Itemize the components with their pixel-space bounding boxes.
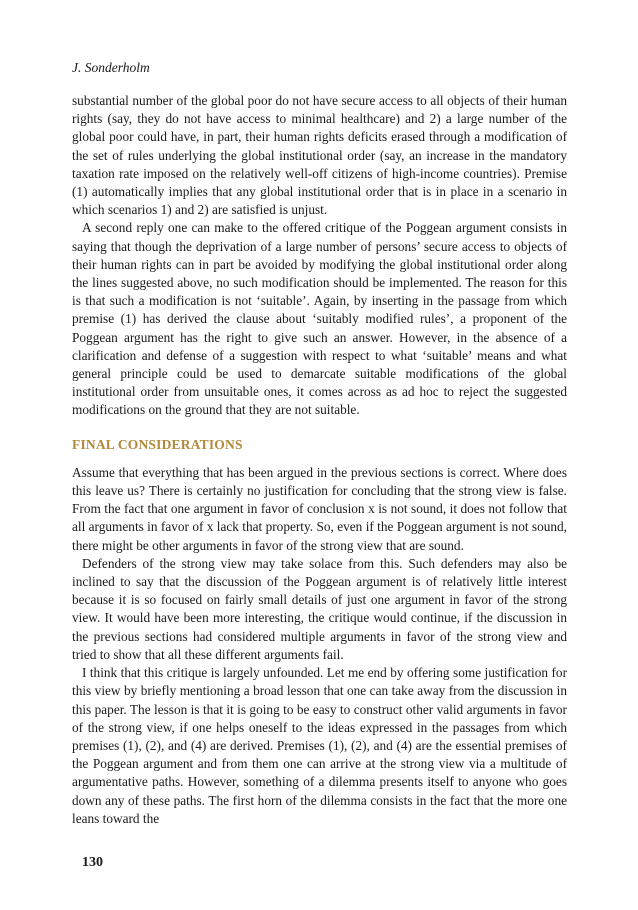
running-head: J. Sonderholm: [72, 60, 150, 75]
paragraph: substantial number of the global poor do not have secure access to all objects of their human rights (say, they do not have access to minimal healthcare) and 2) a large number of the global poor could have, in part, their human rights deficits erased through a modification of the set of rules underlying the global institutional order (say, an increase in the mandatory taxation rate imposed on the relatively well-off citizens of high-income countries). Premise (1) automatically implies that any global institutional order that is in place in a scenario in which scenarios 1) and 2) are satisfied is unjust.: [72, 93, 567, 218]
body-text: [72, 92, 567, 828]
section-heading: FINAL CONSIDERATIONS: [72, 436, 243, 452]
page-number: 130: [82, 855, 103, 870]
paragraph: I think that this critique is largely unfounded. Let me end by offering some justification for this view by briefly mentioning a broad lesson that one can take away from the discussion in this paper. The lesson is that it is going to be easy to construct other valid arguments in favor of the strong view, if one helps oneself to the ideas expressed in the passages from which premises (1), (2), and (4) are derived. Premises (1), (2), and (4) are the essential premises of the Poggean argument and from them one can arrive at the strong view via a multitude of argumentative paths. However, something of a dilemma presents itself to anyone who goes down any of these paths. The first horn of the dilemma consists in the fact that the more one leans toward the: [72, 665, 567, 826]
paragraph: Defenders of the strong view may take solace from this. Such defenders may also be inclined to say that the discussion of the Poggean argument is of relatively little interest because it is so focused on fairly small details of just one argument in favor of the strong view. It would have been more interesting, the critique would continue, if the discussion in the previous sections had considered multiple arguments in favor of the strong view and tried to show that all these different arguments fail.: [72, 555, 567, 662]
paragraph: A second reply one can make to the offered critique of the Poggean argument consists in saying that though the deprivation of a large number of persons’ secure access to objects of their human rights can in part be avoided by modifying the global institutional order along the lines suggested above, no such modification should be implemented. The reason for this is that such a modification is not ‘suitable’. Again, by inserting in the passage from which premise (1) has derived the clause about ‘suitably modified rules’, a proponent of the Poggean argument has the right to give such an answer. However, in the absence of a clarification and defense of a suggestion with respect to what ‘suitable’ means and what general principle could be used to demarcate suitable modifications of the global institutional order from unsuitable ones, it comes across as ad hoc to reject the suggested modifications on the ground that they are not suitable.: [72, 220, 567, 418]
paragraph: Assume that everything that has been argued in the previous sections is correct. Where does this leave us? There is certainly no justification for concluding that the strong view is false. From the fact that one argument in favor of conclusion x is not sound, it does not follow that all arguments in favor of x lack that property. So, even if the Poggean argument is not sound, there might be other arguments in favor of the strong view that are sound.: [72, 464, 567, 553]
